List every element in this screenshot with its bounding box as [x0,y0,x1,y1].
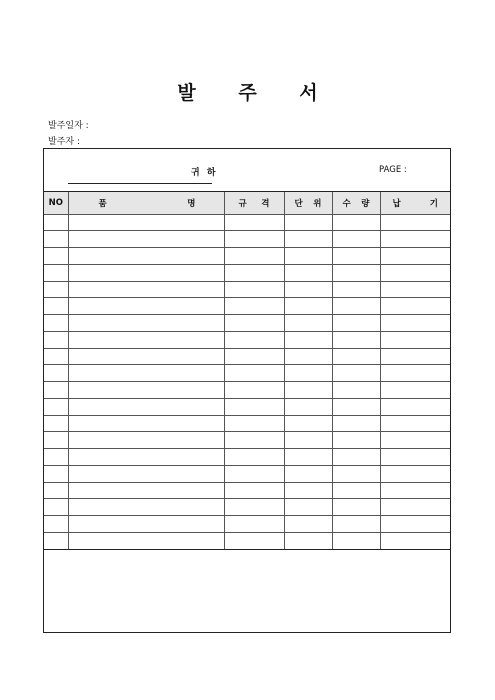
cell-unit[interactable] [284,432,332,449]
table-row [44,298,450,315]
header-delivery: 납 기 [380,192,450,214]
cell-no[interactable] [44,231,68,248]
cell-delivery[interactable] [380,231,450,248]
cell-item-name[interactable] [68,499,224,516]
cell-no[interactable] [44,415,68,432]
table-row [44,482,450,499]
cell-spec[interactable] [224,298,284,315]
remarks-area[interactable] [44,549,450,632]
cell-spec[interactable] [224,465,284,482]
cell-spec[interactable] [224,231,284,248]
cell-quantity[interactable] [332,499,380,516]
cell-unit[interactable] [284,365,332,382]
table-row [44,532,450,549]
cell-spec[interactable] [224,248,284,265]
cell-no[interactable] [44,281,68,298]
cell-unit[interactable] [284,315,332,332]
cell-quantity[interactable] [332,415,380,432]
cell-delivery[interactable] [380,248,450,265]
table-row [44,248,450,265]
recipient-suffix: 귀 하 [191,168,218,178]
cell-unit[interactable] [284,248,332,265]
table-row [44,415,450,432]
cell-item-name[interactable] [68,231,224,248]
cell-spec[interactable] [224,449,284,466]
cell-item-name[interactable] [68,248,224,265]
cell-quantity[interactable] [332,432,380,449]
cell-unit[interactable] [284,348,332,365]
cell-delivery[interactable] [380,499,450,516]
cell-spec[interactable] [224,365,284,382]
cell-spec[interactable] [224,415,284,432]
cell-item-name[interactable] [68,298,224,315]
orderer-label: 발주자 : [48,137,80,147]
table-body [44,214,450,549]
cell-quantity[interactable] [332,532,380,549]
cell-item-name[interactable] [68,482,224,499]
cell-spec[interactable] [224,315,284,332]
cell-delivery[interactable] [380,449,450,466]
table-row [44,465,450,482]
cell-unit[interactable] [284,298,332,315]
recipient-header [44,149,450,192]
cell-item-name[interactable] [68,516,224,533]
cell-item-name[interactable] [68,331,224,348]
table-row [44,315,450,332]
table-row [44,214,450,231]
table-row [44,449,450,466]
table-row [44,499,450,516]
document-title: 발 주 서 [177,82,336,104]
cell-item-name[interactable] [68,214,224,231]
cell-item-name[interactable] [68,365,224,382]
cell-quantity[interactable] [332,298,380,315]
cell-no[interactable] [44,315,68,332]
cell-delivery[interactable] [380,315,450,332]
cell-spec[interactable] [224,432,284,449]
cell-no[interactable] [44,499,68,516]
header-unit: 단 위 [284,192,332,214]
cell-delivery[interactable] [380,264,450,281]
table-row [44,516,450,533]
cell-item-name[interactable] [68,281,224,298]
cell-quantity[interactable] [332,315,380,332]
cell-quantity[interactable] [332,331,380,348]
cell-quantity[interactable] [332,482,380,499]
cell-no[interactable] [44,432,68,449]
cell-delivery[interactable] [380,331,450,348]
cell-spec[interactable] [224,532,284,549]
cell-delivery[interactable] [380,214,450,231]
cell-item-name[interactable] [68,432,224,449]
table-row [44,398,450,415]
cell-quantity[interactable] [332,214,380,231]
cell-spec[interactable] [224,264,284,281]
cell-spec[interactable] [224,331,284,348]
cell-no[interactable] [44,482,68,499]
cell-no[interactable] [44,449,68,466]
cell-delivery[interactable] [380,398,450,415]
cell-unit[interactable] [284,382,332,399]
cell-spec[interactable] [224,281,284,298]
cell-delivery[interactable] [380,465,450,482]
cell-delivery[interactable] [380,365,450,382]
table-row [44,365,450,382]
cell-spec[interactable] [224,398,284,415]
header-no: NO [44,192,68,214]
cell-unit[interactable] [284,281,332,298]
recipient-name-line[interactable] [68,183,212,184]
cell-quantity[interactable] [332,248,380,265]
cell-unit[interactable] [284,532,332,549]
cell-no[interactable] [44,516,68,533]
cell-item-name[interactable] [68,382,224,399]
cell-no[interactable] [44,214,68,231]
table-header-row [44,192,450,214]
cell-item-name[interactable] [68,465,224,482]
cell-no[interactable] [44,331,68,348]
cell-quantity[interactable] [332,465,380,482]
header-spec: 규 격 [224,192,284,214]
cell-delivery[interactable] [380,281,450,298]
table-row [44,231,450,248]
table-row [44,264,450,281]
cell-quantity[interactable] [332,281,380,298]
cell-no[interactable] [44,532,68,549]
cell-spec[interactable] [224,214,284,231]
cell-item-name[interactable] [68,398,224,415]
cell-delivery[interactable] [380,432,450,449]
cell-no[interactable] [44,382,68,399]
cell-quantity[interactable] [332,398,380,415]
cell-no[interactable] [44,248,68,265]
cell-quantity[interactable] [332,365,380,382]
cell-delivery[interactable] [380,348,450,365]
cell-unit[interactable] [284,398,332,415]
cell-item-name[interactable] [68,532,224,549]
cell-no[interactable] [44,298,68,315]
cell-delivery[interactable] [380,482,450,499]
cell-delivery[interactable] [380,415,450,432]
table-row [44,331,450,348]
cell-no[interactable] [44,465,68,482]
table-row [44,348,450,365]
cell-unit[interactable] [284,516,332,533]
cell-no[interactable] [44,365,68,382]
page-label: PAGE : [379,165,407,175]
order-date-label: 발주일자 : [48,121,89,131]
table-row [44,382,450,399]
cell-unit[interactable] [284,415,332,432]
cell-delivery[interactable] [380,516,450,533]
cell-unit[interactable] [284,482,332,499]
cell-quantity[interactable] [332,231,380,248]
cell-quantity[interactable] [332,516,380,533]
cell-spec[interactable] [224,499,284,516]
cell-no[interactable] [44,264,68,281]
cell-item-name[interactable] [68,264,224,281]
cell-spec[interactable] [224,348,284,365]
cell-quantity[interactable] [332,264,380,281]
order-items-table [44,192,450,550]
table-row [44,281,450,298]
cell-no[interactable] [44,398,68,415]
cell-item-name[interactable] [68,415,224,432]
cell-item-name[interactable] [68,449,224,466]
header-item-name: 품 명 [68,192,224,214]
header-quantity: 수 량 [332,192,380,214]
cell-delivery[interactable] [380,298,450,315]
cell-unit[interactable] [284,214,332,231]
cell-item-name[interactable] [68,315,224,332]
cell-item-name[interactable] [68,348,224,365]
order-form-frame [43,148,451,633]
cell-unit[interactable] [284,449,332,466]
cell-quantity[interactable] [332,382,380,399]
cell-unit[interactable] [284,465,332,482]
cell-delivery[interactable] [380,532,450,549]
cell-delivery[interactable] [380,382,450,399]
cell-spec[interactable] [224,482,284,499]
cell-unit[interactable] [284,231,332,248]
cell-unit[interactable] [284,331,332,348]
cell-spec[interactable] [224,382,284,399]
cell-spec[interactable] [224,516,284,533]
cell-no[interactable] [44,348,68,365]
cell-unit[interactable] [284,499,332,516]
cell-quantity[interactable] [332,348,380,365]
cell-unit[interactable] [284,264,332,281]
cell-quantity[interactable] [332,449,380,466]
table-row [44,432,450,449]
